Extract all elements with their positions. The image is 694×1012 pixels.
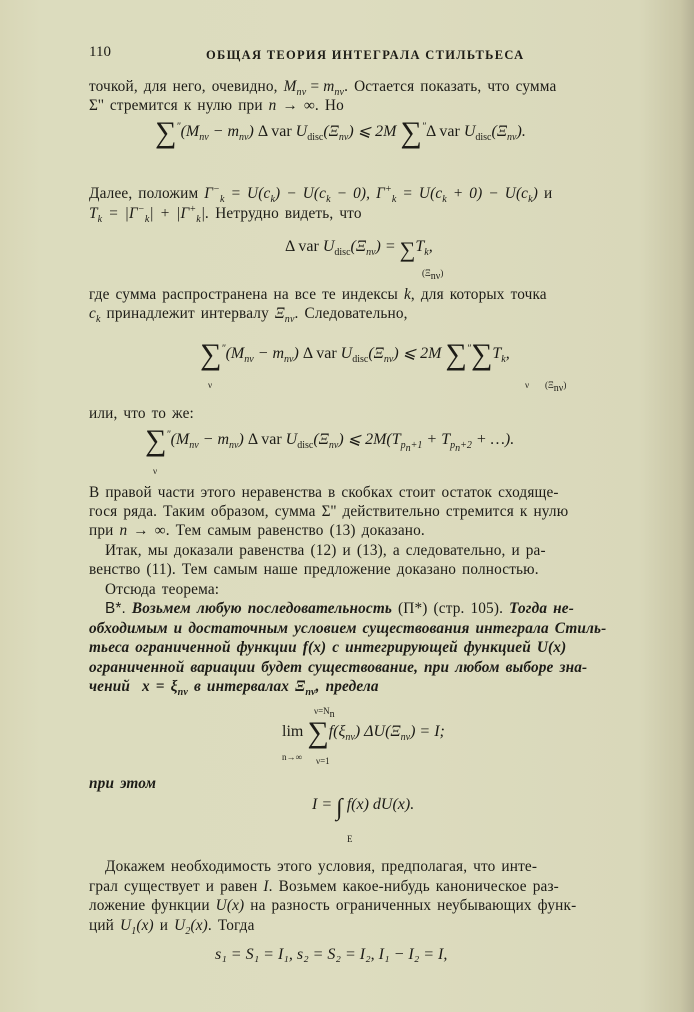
math-inline: Σ'' (89, 97, 104, 114)
text: принадлежит интервалу (106, 305, 269, 322)
text-line: гося ряда. Таким образом, сумма Σ'' действительно стремится к нулю (89, 503, 569, 520)
page-number: 110 (89, 44, 111, 60)
running-header: ОБЩАЯ ТЕОРИЯ ИНТЕГРАЛА СТИЛЬТЬЕСА (206, 48, 525, 62)
display-equation: $\sum''(M_{n\nu} - m_{n\nu})$ Δ var $U_{disc}(\Xi_{n\nu})$ ⩽ $2M(T_{p_n+1} + T_{p_n+2}$ + …). ν (145, 424, 515, 476)
text: , для которых точка (410, 286, 547, 303)
text: Но (324, 97, 344, 114)
text-line: где сумма распространена на все те индексы k, для которых точка (89, 286, 547, 303)
text: в интервалах (193, 678, 290, 695)
math-inline: $M_{n\nu} = m_{n\nu}$ (283, 78, 345, 99)
text: ложение функции (89, 897, 210, 914)
text: при (89, 522, 114, 539)
math-inline: $T_k = |\Gamma^-_k| + |\Gamma^+_k|$. (89, 204, 210, 226)
theorem-line: чений $x = \xi_{n\nu}$ в интервалах $\Xi_{n\nu}$, предела (89, 678, 379, 699)
display-equation: s₁ = S₁ = I₁, s₂ = S₂ = I₂, I₁ − I₂ = I, (215, 946, 448, 963)
text-line (89, 184, 552, 205)
text: и (543, 185, 553, 203)
text: Нетрудно видеть, что (215, 205, 362, 223)
text: на разность ограниченных неубывающих функ- (250, 897, 577, 914)
theorem-line: тьеса ограниченной функции f(x) с интегрирующей функцией U(x) (89, 639, 567, 656)
display-equation: I = ∫ f(x) dU(x). E (312, 795, 415, 844)
text: Далее, положим (89, 185, 199, 203)
text: ций (89, 917, 115, 934)
text: . Возьмем какое-нибудь каноническое раз- (268, 878, 559, 895)
text-line: грал существует и равен I. Возьмем какое-нибудь каноническое раз- (89, 878, 559, 895)
text: , предела (315, 678, 379, 695)
text-line: ложение функции U(x) на разность ограниченных неубывающих функ- (89, 897, 577, 914)
text: гося ряда. Таким образом, сумма (89, 503, 316, 520)
text: действительно стремится к нулю (342, 503, 569, 520)
text: грал существует и равен (89, 878, 258, 895)
text-line: венство (11). Тем самым наше предложение доказано полностью. (89, 561, 539, 578)
math-inline: n (268, 97, 277, 114)
text-line: Докажем необходимость этого условия, предполагая, что инте- (105, 858, 538, 875)
text-line: Отсюда теорема: (105, 581, 220, 598)
text: где сумма распространена на все те индексы (89, 286, 398, 303)
text: Возьмем любую последовательность (131, 600, 393, 617)
text: . Тем самым равенство (13) доказано. (165, 522, 425, 539)
text-line: или, что то же: (89, 405, 194, 422)
text-line: Итак, мы доказали равенства (12) и (13), а следовательно, и ра- (105, 542, 546, 559)
display-equation: $\sum''(M_{n\nu} - m_{n\nu})$ Δ var $U_{disc}(\Xi_{n\nu})$ ⩽ 2M $\sum''\sum T_k$, ν ν $(\Xi_{n\nu})$ (200, 338, 567, 394)
text-line: ций $U_1(x)$ и $U_2(x)$. Тогда (89, 917, 255, 938)
text: . Следовательно, (294, 305, 408, 322)
text: . Тогда (207, 917, 255, 934)
text-line: Σ'' стремится к нулю при n → ∞. Но (89, 97, 344, 114)
text-line: точкой, для него, очевидно, $M_{n\nu} = m_{n\nu}$. Остается показать, что сумма (89, 78, 557, 99)
cross-reference: (П*) (стр. 105). (398, 600, 504, 617)
text: и (159, 917, 169, 934)
text-line: $c_k$ принадлежит интервалу $\Xi_{n\nu}$. Следовательно, (89, 305, 408, 326)
display-equation: Δ var $U_{disc}(\Xi_{n\nu}) = \sum T_k$, $(\Xi_{n\nu})$ (285, 237, 444, 282)
theorem-line (105, 600, 574, 618)
math-inline: $\Gamma^-_k = U(c_k) - U(c_k - 0)$, $\Gamma^+_k = U(c_k + 0) - U(c_k)$ (204, 184, 538, 206)
text: Тогда не- (509, 600, 574, 617)
text-line: В правой части этого неравенства в скобках стоит остаток сходяще- (89, 484, 559, 501)
display-equation: $\sum''(M_{n\nu} - m_{n\nu})$ Δ var $U_{disc}(\Xi_{n\nu})$ ⩽ 2M ∑″Δ var $U_{disc}(\Xi_{n\nu})$. (155, 116, 526, 149)
text-line: при этом (89, 775, 157, 792)
text: стремится к нулю при (109, 97, 263, 114)
text: чений (89, 678, 131, 695)
text: Остается показать, что сумма (354, 78, 557, 95)
display-equation: $\lim \sum f(\xi_{n\nu}) \Delta U(\Xi_{n\nu}) = I$; $\nu=N_n$ n→∞ ν=1 (282, 706, 445, 766)
text-line (89, 204, 362, 225)
text: точкой, для него, очевидно, (89, 78, 278, 95)
text-line: при n → ∞. Тем самым равенство (13) доказано. (89, 522, 425, 539)
theorem-label: В*. (105, 600, 126, 617)
theorem-line: ограниченной вариации будет существование, при любом выборе зна- (89, 659, 588, 676)
theorem-line: обходимым и достаточным условием существования интеграла Стиль- (89, 620, 607, 637)
